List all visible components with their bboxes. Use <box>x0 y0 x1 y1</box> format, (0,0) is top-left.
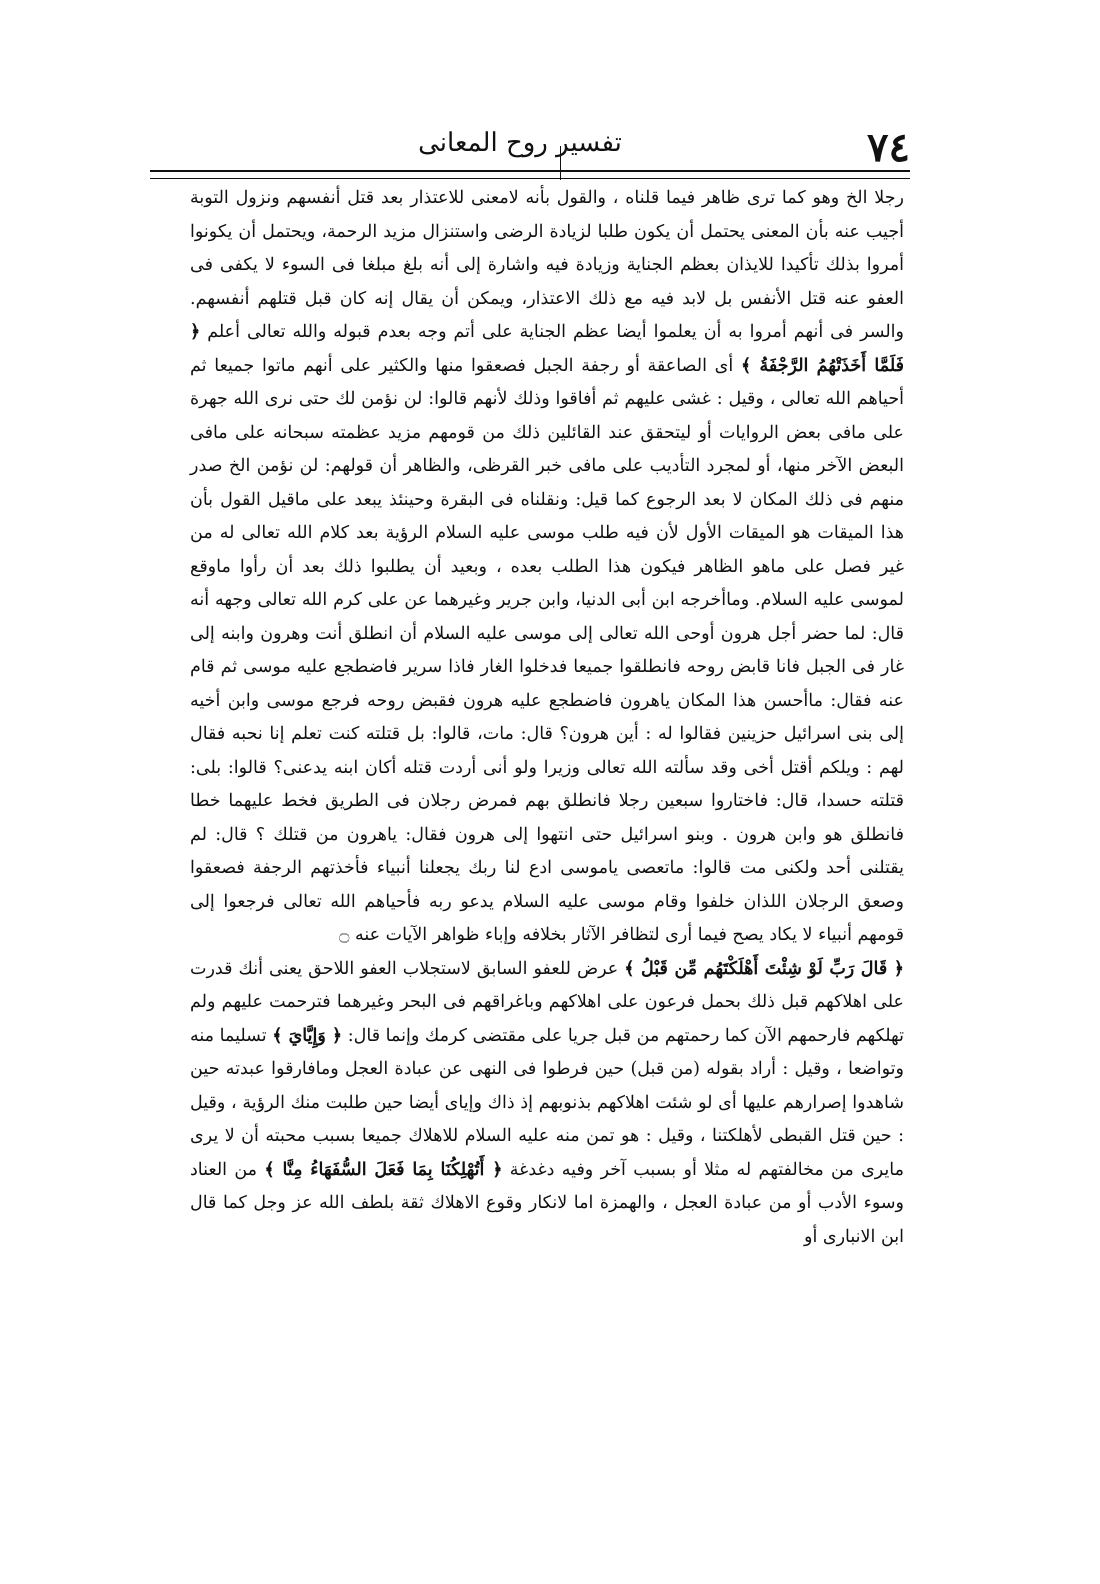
running-title: تفسير روح المعانى <box>418 128 622 158</box>
text-segment: من العناد وسوء الأدب أو من عبادة العجل ، والهمزة اما لانكار وقوع الاهلاك ثقة بلطف الله عز وجل كما قال ابن الانبارى أو <box>190 1159 904 1247</box>
text-segment: أى الصاعقة أو رجفة الجبل فصعقوا منها والكثير على أنهم ماتوا جميعا ثم أحياهم الله تعالى ، وقيل : غشى عليهم ثم أفاقوا وذلك لأنهم قالوا: لن نؤمن لك حتى نرى الله جهرة على مافى بعض الروايات أو ليتحقق عند القائلين ذلك من قومهم مزيد عظمته سبحانه على مافى البعض الآخر منها، أو لمجرد التأديب على مافى خبر القرظى، والظاهر أن قولهم: لن نؤمن الخ صدر منهم فى ذلك المكان لا بعد الرجوع كما قيل: ونقلناه فى البقرة وحينئذ يبعد على ماقيل القول بأن هذا الميقات هو الميقات الأول لأن فيه طلب موسى عليه السلام الرؤية بعد كلام الله تعالى له من غير فصل على ماهو الظاهر فيكون هذا الطلب بعده ، وبعيد أن يطلبوا ذلك بعد أن رأوا ماوقع لموسى عليه السلام. وماأخرجه ابن أبى الدنيا، وابن جرير وغيرهما عن على كرم الله تعالى وجهه أنه قال: لما حضر أجل هرون أوحى الله تعالى إلى موسى عليه السلام أن انطلق أنت وهرون وابنه إلى غار فى الجبل فانا قابض روحه فانطلقوا جميعا فدخلوا الغار فاذا سرير فاضطجع عليه موسى ثم قام عنه فقال: ماأحسن هذا المكان ياهرون فاضطجع عليه هرون فقبض روحه فرجع موسى وابن أخيه إلى بنى اسرائيل حزينين فقالوا له : أين هرون؟ قال: مات، قالوا: بل قتلته كنت تعلم إنا نحبه فقال لهم : ويلكم أقتل أخى وقد سألته الله تعالى وزيرا ولو أنى أردت قتله أكان ابنه يدعنى؟ قالوا: بلى: قتلته حسدا، قال: فاختاروا سبعين رجلا فانطلق بهم فمرض رجلان فى الطريق فخط عليهما خطا فانطلق هو وابن هرون . وبنو اسرائيل حتى انتهوا إلى هرون فقال: ياهرون من قتلك ؟ قال: لم يقتلنى أحد ولكنى مت قالوا: ماتعصى ياموسى ادع لنا ربك يجعلنا أنبياء فأخذتهم الرجفة فصعقوا وصعق الرجلان اللذان خلفوا وقام موسى عليه السلام يدعو ربه فأحياهم الله تعالى فرجعوا إلى قومهم أنبياء لا يكاد يصح فيما أرى لتظافر الآثار بخلافه وإباء ظواهر الآيات عنه ۝ <box>190 355 904 945</box>
header-divider-vertical <box>560 146 561 180</box>
body-text <box>190 182 904 1254</box>
header-rule-thick <box>150 170 910 172</box>
paragraph-1 <box>190 182 904 953</box>
text-segment: عرض للعفو السابق لاستجلاب العفو اللاحق يعنى أنك قدرت على اهلاكهم قبل ذلك بحمل فرعون على اهلاكهم وباغراقهم فى البحر وغيرهما فترحمت عليهم ولم تهلكهم فارحمهم الآن كما رحمتهم من قبل جريا على مقتضى كرمك وإنما قال: <box>190 958 904 1046</box>
page-number: ٧٤ <box>867 124 910 171</box>
quran-quote: ﴿ وَإِيَّايَ ﴾ <box>272 1025 343 1046</box>
quran-quote: ﴿ قَالَ رَبِّ لَوْ شِئْتَ أَهْلَكْتَهُم مِّن قَبْلُ ﴾ <box>624 958 904 979</box>
quran-quote: ﴿ أَتُهْلِكُنَا بِمَا فَعَلَ السُّفَهَاءُ مِنَّا ﴾ <box>264 1159 503 1180</box>
text-segment: رجلا الخ وهو كما ترى ظاهر فيما قلناه ، والقول بأنه لامعنى للاعتذار بعد قتل أنفسهم ونزول التوبة أجيب عنه بأن المعنى يحتمل أن يكون طلبا لزيادة الرضى واستنزال مزيد الرحمة، ويحتمل أن يكونوا أمروا بذلك تأكيدا للايذان بعظم الجناية وزيادة فيه واشارة إلى أنه بلغ مبلغا فى السوء لا يكفى فى العفو عنه قتل الأنفس بل لابد فيه مع ذلك الاعتذار، ويمكن أن يقال إنه كان قبل قتلهم أنفسهم. والسر فى أنهم أمروا به أن يعلموا أيضا عظم الجناية على أتم وجه بعدم قبوله والله تعالى أعلم <box>190 188 904 342</box>
quran-quote: ﴿ فَلَمَّا أَخَذَتْهُمُ الرَّجْفَةُ ﴾ <box>190 322 904 376</box>
header-rule-thin <box>150 178 910 179</box>
paragraph-2 <box>190 953 904 1255</box>
text-segment: تسليما منه وتواضعا ، وقيل : أراد بقوله (من قبل) حين فرطوا فى النهى عن عبادة العجل ومافارقوا عبدته حين شاهدوا إصرارهم عليها أى لو شئت اهلاكهم بذنوبهم إذ ذاك وإياى أيضا حين طلبت منك الرؤية ، وقيل : حين قتل القبطى لأهلكتنا ، وقيل : هو تمن منه عليه السلام للاهلاك جميعا بسبب محبته أن لا يرى مايرى من مخالفتهم له مثلا أو بسبب آخر وفيه دغدغة <box>190 1025 904 1180</box>
